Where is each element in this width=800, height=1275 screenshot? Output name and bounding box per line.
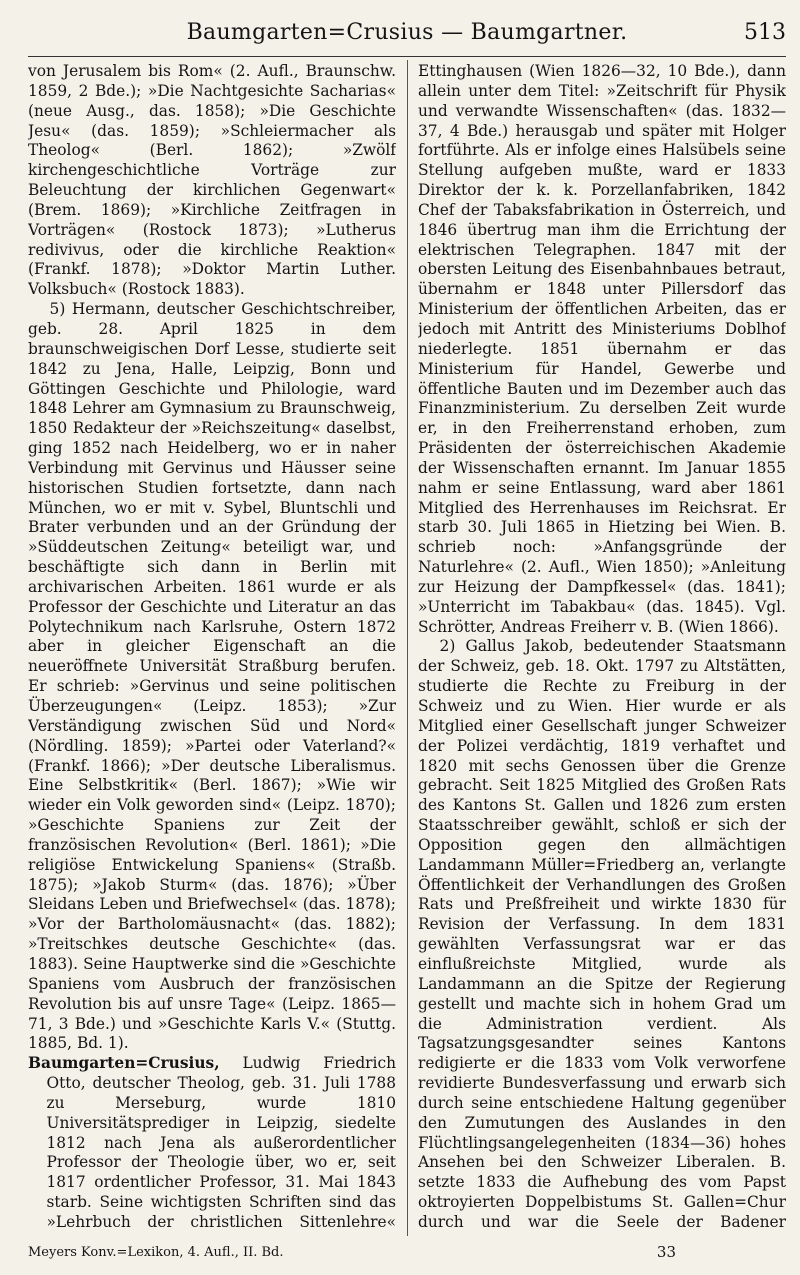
lemma-baumgarten-crusius: Baumgarten=Crusius, [28, 1054, 220, 1073]
paragraph-gallus-jakob: 2) Gallus Jakob, bedeutender Staatsmann der Schweiz, geb. 18. Okt. 1797 zu Altstätten, studierte die Rechte zu Freiburg in der Schweiz und zu Wien. Hier wurde er als Mitglied einer Gesellschaft junger Schweizer der Polizei verdächtig, 1819 verhaftet und 1820 mit sechs Genossen über die Grenze gebracht. Seit 1825 Mitglied des Großen Rats des Kantons St. Gallen und 1826 zum ersten Staatsschreiber gewählt, schloß er sich der Opposition gegen den allmächtigen Landammann Müller=Friedberg an, verlangte Öffentlichkeit der Verhandlungen des Großen Rats und Preßfreiheit und wirkte 1830 für Revision der Verfassung. In dem 1831 gewählten Verfassungsrat war er das einflußreichste Mitglied, wurde als Landammann an die Spitze der Regierung gestellt und machte sich in hohem Grad um die Administration verdient. Als Tagsatzungsgesandter seines Kantons redigierte er die 1833 vom Volk verworfene revidierte Bundesverfassung und erwarb sich durch seine entschiedene Haltung gegenüber den Zumutungen des Auslandes in den Flüchtlingsangelegenheiten (1834—36) hohes Ansehen bei den Schweizer Liberalen. B. setzte 1833 die Aufhebung des vom Papst oktroyierten Doppelbistums St. Gallen=Chur durch und war die Seele der Badener [418, 637, 786, 1231]
page-number: 513 [744, 20, 786, 45]
column-divider [407, 60, 408, 1236]
header-rule [28, 56, 786, 57]
running-title: Baumgarten=Crusius — Baumgartner. [186, 20, 628, 45]
paragraph-continuation: von Jerusalem bis Rom« (2. Aufl., Braunschw. 1859, 2 Bde.); »Die Nachtgesichte Sacharias« (neue Ausg., das. 1858); »Die Geschichte Jesu« (das. 1859); »Schleiermacher als Theolog« (Berl. 1862); »Zwölf kirchengeschichtliche Vorträge zur Beleuchtung der kirchlichen Gegenwart« (Brem. 1869); »Kirchliche Zeitfragen in Vorträgen« (Rostock 1873); »Lutherus redivivus, oder die kirchliche Reaktion« (Frankf. 1878); »Doktor Martin Luther. Volksbuch« (Rostock 1883). [28, 62, 396, 299]
left-column [28, 62, 396, 1232]
paragraph-continuation: Ettinghausen (Wien 1826—32, 10 Bde.), dann allein unter dem Titel: »Zeitschrift für Physik und verwandte Wissenschaften« (das. 1832—37, 4 Bde.) herausgab und später mit Holger fortführte. Als er infolge eines Halsübels seine Stellung aufgeben mußte, ward er 1833 Direktor der k. k. Porzellanfabriken, 1842 Chef der Tabaksfabrikation in Österreich, und 1846 übertrug man ihm die Errichtung der elektrischen Telegraphen. 1847 mit der obersten Leitung des Eisenbahnbaues betraut, übernahm er 1848 unter Pillersdorf das Ministerium der öffentlichen Arbeiten, das er jedoch mit Antritt des Ministeriums Doblhof niederlegte. 1851 übernahm er das Ministerium für Handel, Gewerbe und öffentliche Bauten und im Dezember auch das Finanzministerium. Zu derselben Zeit wurde er, in den Freiherrenstand erhoben, zum Präsidenten der österreichischen Akademie der Wissenschaften ernannt. Im Januar 1855 nahm er seine Entlassung, ward aber 1861 Mitglied des Herrenhauses im Reichsrat. Er starb 30. Juli 1865 in Hietzing bei Wien. B. schrieb noch: »Anfangsgründe der Naturlehre« (2. Aufl., Wien 1850); »Anleitung zur Heizung der Dampfkessel« (das. 1841); »Unterricht im Tabakbau« (das. 1845). Vgl. Schrötter, Andreas Freiherr v. B. (Wien 1866). [418, 62, 786, 636]
signature-mark: 33 [656, 1243, 676, 1261]
page-header [28, 14, 786, 54]
paragraph-hermann: 5) Hermann, deutscher Geschichtschreiber, geb. 28. April 1825 in dem braunschweigischen Dorf Lesse, studierte seit 1842 zu Jena, Halle, Leipzig, Bonn und Göttingen Geschichte und Philologie, ward 1848 Lehrer am Gymnasium zu Braunschweig, 1850 Redakteur der »Reichszeitung« daselbst, ging 1852 nach Heidelberg, wo er in naher Verbindung mit Gervinus und Häusser seine historischen Studien fortsetzte, dann nach München, wo er mit v. Sybel, Bluntschli und Brater verbunden und an der Gründung der »Süddeutschen Zeitung« beteiligt war, und beschäftigte sich dann in Berlin mit archivarischen Arbeiten. 1861 wurde er als Professor der Geschichte und Literatur an das Polytechnikum nach Karlsruhe, Ostern 1872 aber in gleicher Eigenschaft an die neueröffnete Universität Straßburg berufen. Er schrieb: »Gervinus und seine politischen Überzeugungen« (Leipz. 1853); »Zur Verständigung zwischen Süd und Nord« (Nördling. 1859); »Partei oder Vaterland?« (Frankf. 1866); »Der deutsche Liberalismus. Eine Selbstkritik« (Berl. 1867); »Wie wir wieder ein Volk geworden sind« (Leipz. 1870); »Geschichte Spaniens zur Zeit der französischen Revolution« (Berl. 1861); »Die religiöse Entwickelung Spaniens« (Straßb. 1875); »Jakob Sturm« (das. 1876); »Über Sleidans Leben und Briefwechsel« (das. 1878); »Vor der Bartholomäusnacht« (das. 1882); »Treitschkes deutsche Geschichte« (das. 1883). Seine Hauptwerke sind die »Geschichte Spaniens vom Ausbruch der französischen Revolution bis auf unsre Tage« (Leipz. 1865—71, 3 Bde.) und »Geschichte Karls V.« (Stuttg. 1885, Bd. 1). [28, 300, 396, 1053]
entry-baumgarten-crusius [28, 1054, 396, 1232]
entry-text: Ludwig Friedrich Otto, deutscher Theolog, geb. 31. Juli 1788 zu Merseburg, wurde 1810 Universitätsprediger in Leipzig, siedelte 1812 nach Jena als außerordentlicher Professor der Theologie über, wo er, seit 1817 ordentlicher Professor, 31. Mai 1843 starb. Seine wichtigsten Schriften sind das »Lehrbuch der christlichen Sittenlehre« [46, 1054, 396, 1231]
right-column [418, 62, 786, 1232]
source-note: Meyers Konv.=Lexikon, 4. Aufl., II. Bd. [28, 1245, 284, 1260]
page-footer [28, 1243, 786, 1265]
